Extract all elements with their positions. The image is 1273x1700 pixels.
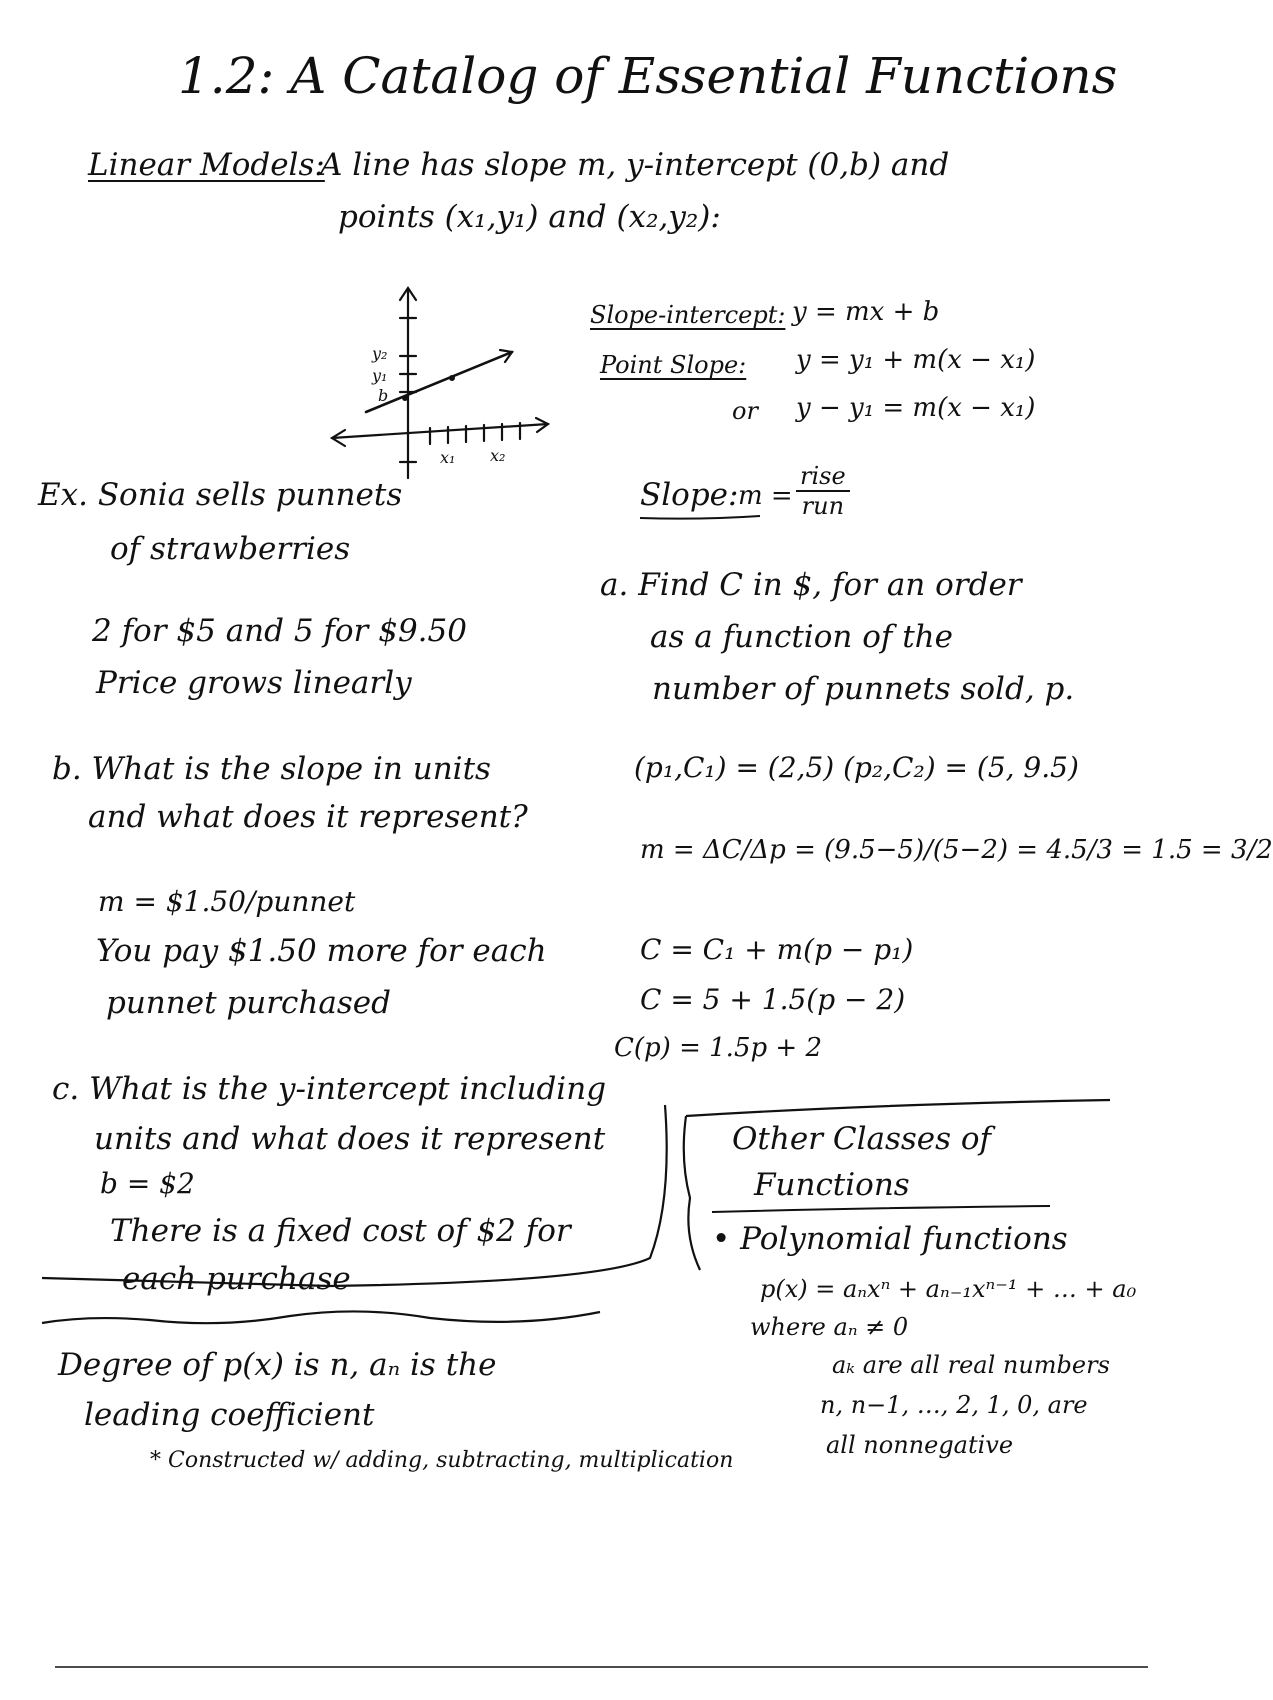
part-c-answer-line1: There is a fixed cost of $2 for (110, 1213, 571, 1249)
section-divider (42, 1311, 600, 1323)
linear-models-line2: points (x₁,y₁) and (x₂,y₂): (338, 199, 721, 235)
graph-label-x2: x₂ (490, 446, 506, 465)
point-slope-alt-equation: y − y₁ = m(x − x₁) (796, 393, 1036, 423)
polynomial-heading: • Polynomial functions (712, 1221, 1068, 1257)
other-classes-box-top (686, 1100, 1110, 1116)
graph-label-b: b (378, 386, 389, 405)
slope-underline (640, 516, 760, 519)
graph-point-2 (449, 375, 455, 381)
linear-models-heading: Linear Models: (88, 147, 325, 183)
graph-x-axis (332, 424, 548, 438)
part-b-answer-slope: m = $1.50/punnet (98, 885, 356, 918)
run-text: run (801, 492, 845, 520)
page-title: 1.2: A Catalog of Essential Functions (178, 47, 1118, 105)
graph-label-x1: x₁ (440, 448, 456, 467)
slope-lhs: m = (738, 481, 793, 511)
degree-note-line2: leading coefficient (84, 1397, 375, 1433)
part-c-line2: units and what does it represent (94, 1121, 606, 1157)
part-b-answer-line1: You pay $1.50 more for each (96, 933, 547, 969)
example-growth: Price grows linearly (96, 665, 412, 701)
part-b-line2: and what does it represent? (88, 799, 528, 835)
slope-intercept-label: Slope-intercept: (590, 301, 786, 329)
part-a-line2: as a function of the (650, 619, 953, 655)
other-classes-box-left (684, 1116, 700, 1270)
part-c-line1: c. What is the y-intercept including (52, 1071, 607, 1107)
cost-equation-substituted: C = 5 + 1.5(p − 2) (640, 983, 906, 1016)
part-b-line1: b. What is the slope in units (52, 751, 491, 787)
other-classes-title-line1: Other Classes of (732, 1121, 992, 1157)
rise-over-run-fraction (796, 462, 850, 520)
polynomial-equation: p(x) = aₙxⁿ + aₙ₋₁xⁿ⁻¹ + … + a₀ (760, 1275, 1137, 1303)
other-classes-title-line2: Functions (754, 1167, 910, 1203)
part-c-answer-line2: each purchase (122, 1261, 351, 1297)
degree-note-line1: Degree of p(x) is n, aₙ is the (58, 1347, 497, 1383)
cost-equation-point-slope: C = C₁ + m(p − p₁) (640, 933, 914, 966)
example-intro-line2: of strawberries (110, 531, 351, 567)
part-a-points: (p₁,C₁) = (2,5) (p₂,C₂) = (5, 9.5) (634, 751, 1079, 784)
example-prices: 2 for $5 and 5 for $9.50 (92, 613, 467, 649)
point-slope-or: or (732, 397, 758, 425)
rise-text: rise (796, 462, 850, 492)
example-intro-line1: Ex. Sonia sells punnets (38, 477, 403, 513)
point-slope-equation: y = y₁ + m(x − x₁) (796, 345, 1036, 375)
part-b-answer-line2: punnet purchased (106, 985, 391, 1021)
point-slope-label: Point Slope: (600, 351, 747, 379)
slope-label: Slope: (640, 477, 739, 513)
polynomial-exponents-line2: all nonnegative (826, 1431, 1014, 1459)
slope-intercept-equation: y = mx + b (792, 297, 940, 327)
graph-label-y1: y₁ (372, 366, 388, 385)
graph-label-y2: y₂ (372, 344, 388, 363)
graph-point-1 (402, 395, 408, 401)
polynomial-real-coefficients: aₖ are all real numbers (832, 1351, 1110, 1379)
cost-function-result: C(p) = 1.5p + 2 (614, 1033, 822, 1063)
polynomial-exponents-line1: n, n−1, …, 2, 1, 0, are (820, 1391, 1088, 1419)
part-c-answer-intercept: b = $2 (100, 1167, 195, 1200)
part-a-line1: a. Find C in $, for an order (600, 567, 1022, 603)
polynomial-leading-condition: where aₙ ≠ 0 (750, 1313, 909, 1341)
part-a-line3: number of punnets sold, p. (652, 671, 1075, 707)
part-a-slope-calc: m = ΔC/Δp = (9.5−5)/(5−2) = 4.5/3 = 1.5 = 3/2 (640, 835, 1273, 865)
linear-models-line1: A line has slope m, y-intercept (0,b) and (320, 147, 950, 183)
construction-note: * Constructed w/ adding, subtracting, multiplication (150, 1448, 734, 1473)
other-classes-title-underline (712, 1206, 1050, 1212)
